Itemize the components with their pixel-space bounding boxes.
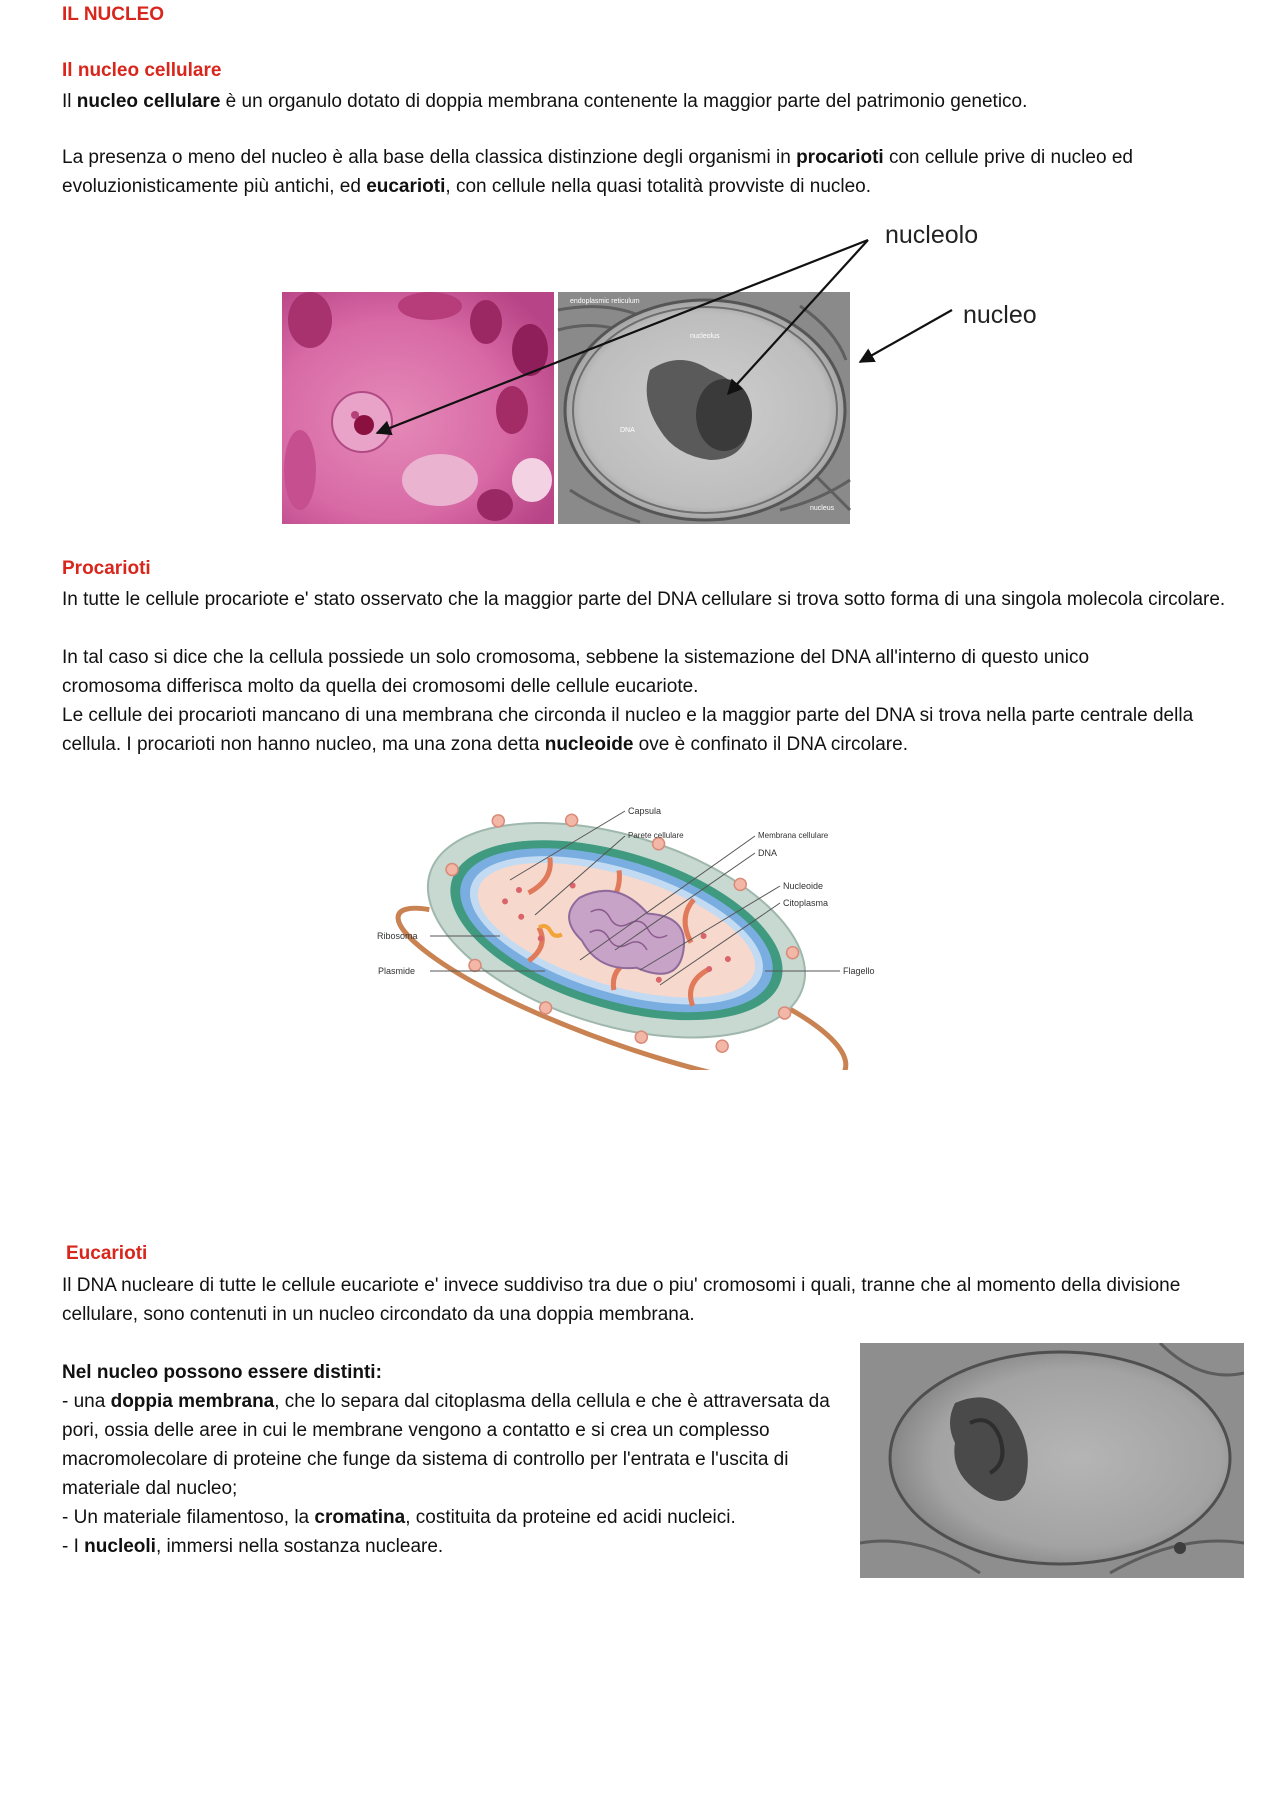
paragraph-nucleo-distinction: La presenza o meno del nucleo è alla base della classica distinzione degli organismi in procarioti con cellule prive di nucleo ed evoluzionisticamente più antichi, ed eucarioti, con cellule nella quasi totalità provviste di nucleo. [62,147,1133,197]
label-nucleoide: Nucleoide [783,881,824,891]
list-item-cromatina: - Un materiale filamentoso, la cromatina, costituita da proteine ed acidi nucleici. [62,1507,736,1528]
label-nucleo: nucleo [963,301,1037,329]
svg-text:nucleus: nucleus [810,505,835,512]
paragraph-procarioti-3: Le cellule dei procarioti mancano di una membrana che circonda il nucleo e la maggior parte del DNA si trova nella parte centrale della cellula. I procarioti non hanno nucleo, ma una zona detta nucleoide ove è confinato il DNA circolare. [62,705,1194,755]
svg-text:DNA: DNA [620,427,635,434]
label-ribosoma: Ribosoma [377,931,418,941]
label-capsula: Capsula [628,806,662,816]
section-heading-procarioti: Procarioti [62,558,151,579]
list-item-nucleoli: - I nucleoli, immersi nella sostanza nucleare. [62,1536,444,1557]
svg-text:nucleolus: nucleolus [690,333,720,340]
nucleus-micrograph-figure [280,210,1080,530]
arrow-nucleo [860,310,952,362]
label-nucleolo: nucleolo [885,221,979,249]
label-dna: DNA [758,848,778,858]
label-parete: Parete cellulare [628,831,684,840]
prokaryote-diagram [370,800,920,1070]
electron-micrograph [558,292,850,524]
paragraph-procarioti-2: In tal caso si dice che la cellula possiede un solo cromosoma, sebbene la sistemazione del DNA all'interno di questo unico cromosoma differisca molto da quella dei cromosomi delle cellule eucariote. [62,647,1090,697]
label-citoplasma: Citoplasma [783,898,829,908]
list-heading-nucleo: Nel nucleo possono essere distinti: [62,1362,382,1383]
eukaryote-nucleus-micrograph [860,1343,1244,1578]
paragraph-procarioti-1: In tutte le cellule procariote e' stato osservato che la maggior parte del DNA cellulare si trova sotto forma di una singola molecola circolare. [62,589,1226,610]
paragraph-eucarioti-1: Il DNA nucleare di tutte le cellule eucariote e' invece suddiviso tra due o piu' cromosomi i quali, tranne che al momento della divisione cellulare, sono contenuti in un nucleo circondato da una doppia membrana. [62,1275,1181,1325]
paragraph-nucleo-def: Il nucleo cellulare è un organulo dotato di doppia membrana contenente la maggior parte del patrimonio genetico. [62,91,1028,112]
nuclear-envelope [890,1352,1230,1564]
label-flagello: Flagello [843,966,875,976]
svg-text:endoplasmic reticulum: endoplasmic reticulum [570,298,640,305]
list-item-doppia-membrana: - una doppia membrana, che lo separa dal citoplasma della cellula e che è attraversata da pori, ossia delle aree in cui le membrane vengono a contatto e si crea un complesso macromolecolare di proteine che funge da sistema di controllo per l'entrata e l'uscita di materiale dal nucleo; [62,1391,830,1499]
label-plasmide: Plasmide [378,966,416,976]
light-micrograph [282,292,554,524]
label-membrana: Membrana cellulare [758,831,829,840]
section-heading-eucarioti: Eucarioti [66,1243,148,1264]
page-title: IL NUCLEO [62,4,165,25]
section-heading-nucleo: Il nucleo cellulare [62,60,222,81]
